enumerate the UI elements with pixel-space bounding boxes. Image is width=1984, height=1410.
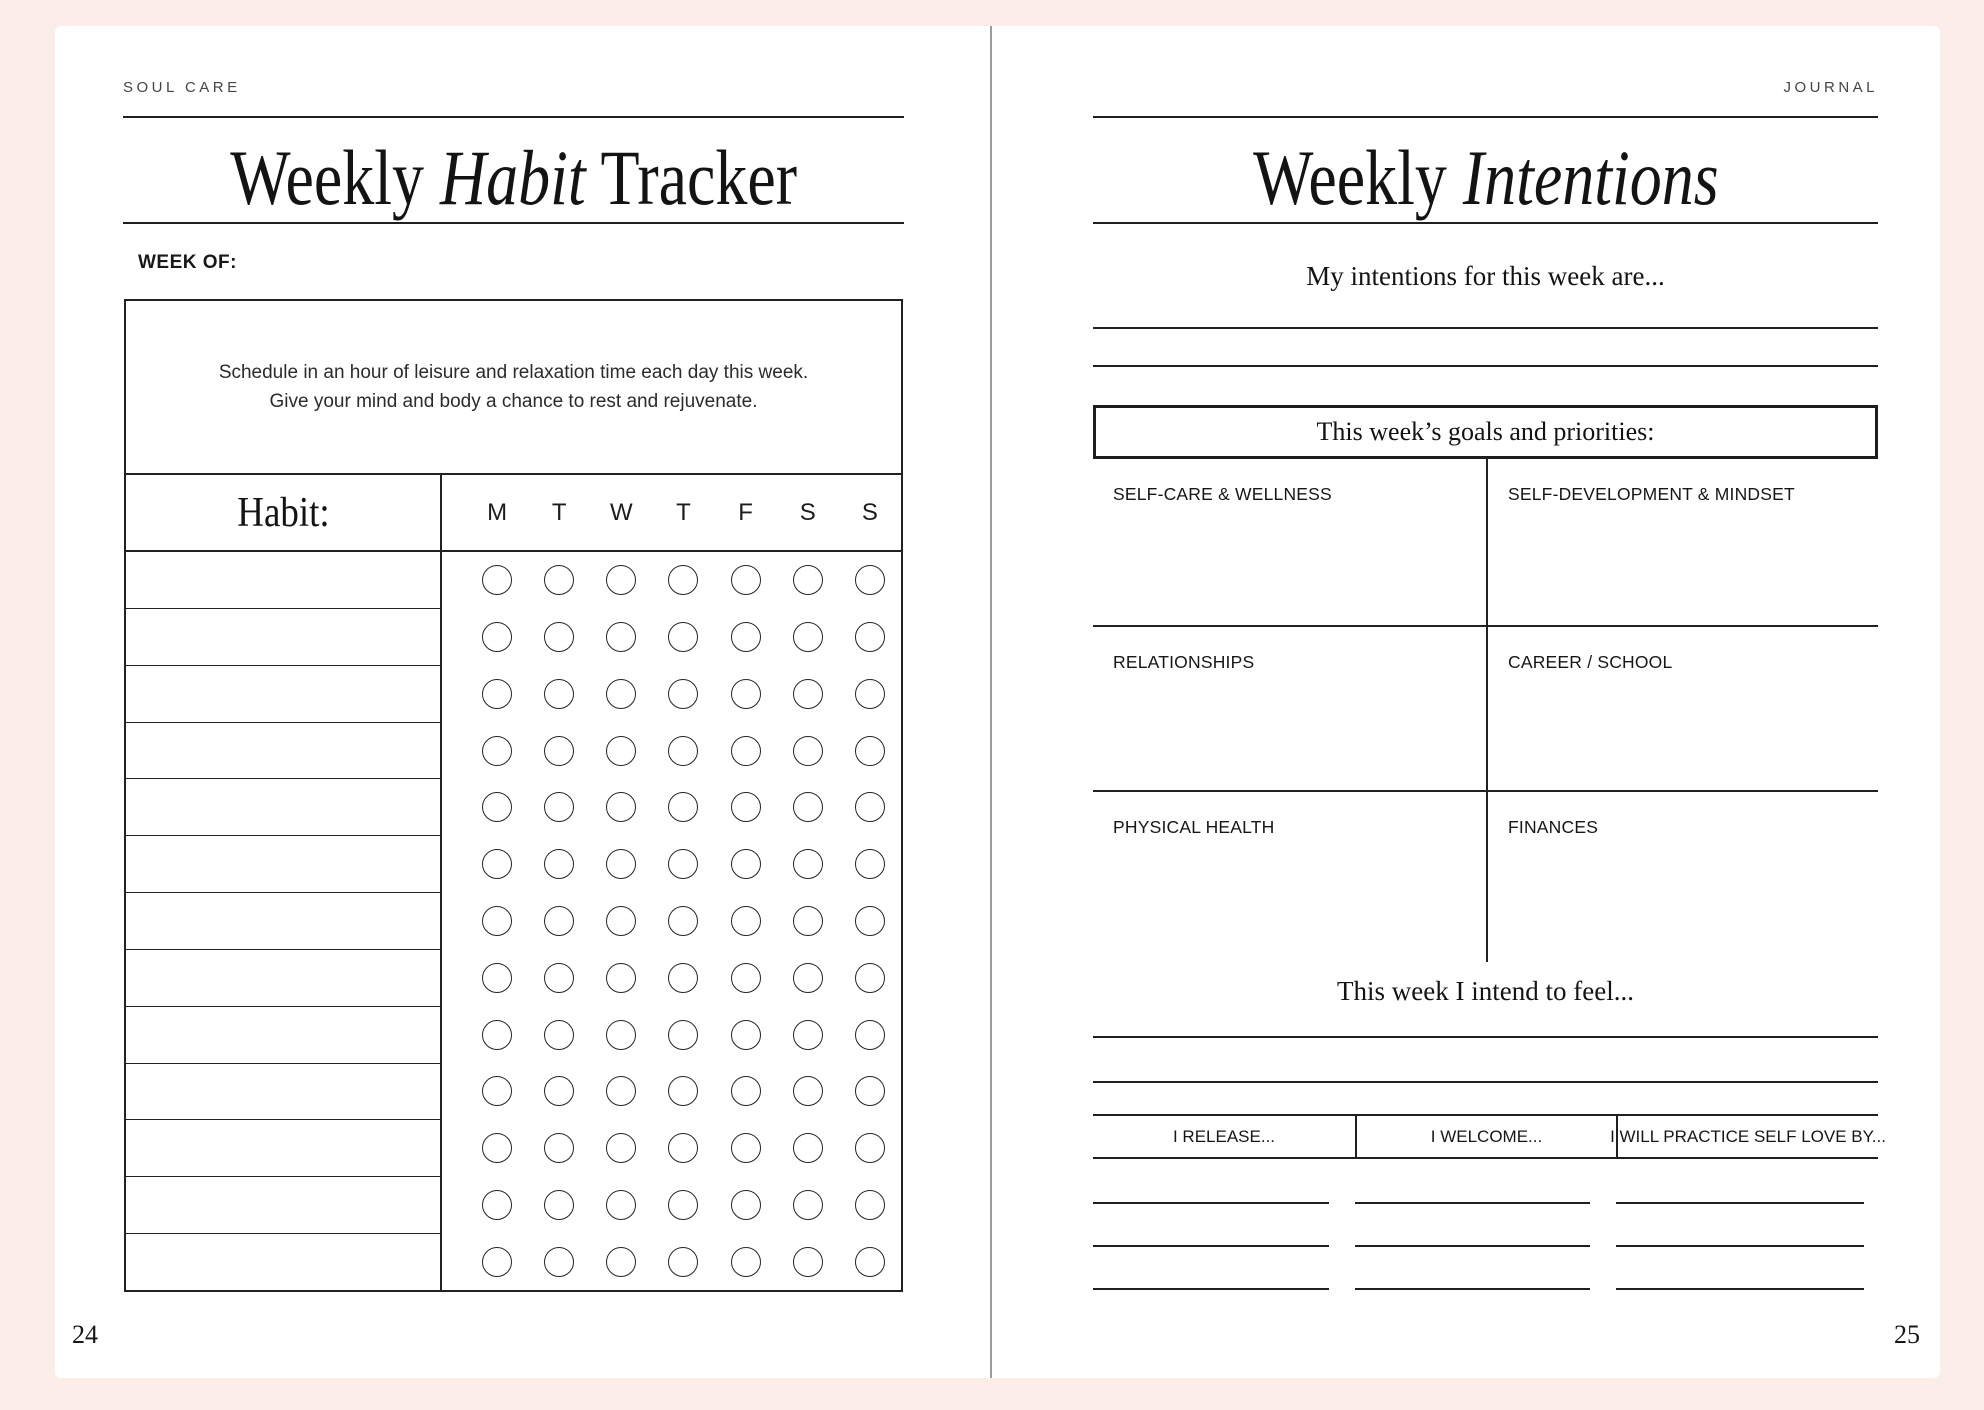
right-title-italic: Intentions bbox=[1462, 134, 1719, 221]
habit-day-circle[interactable] bbox=[544, 963, 574, 993]
habit-day-cell bbox=[466, 836, 528, 893]
habit-day-circle[interactable] bbox=[668, 849, 698, 879]
habit-day-cell bbox=[839, 1176, 901, 1233]
habit-day-cell bbox=[839, 609, 901, 666]
day-header-sat: S bbox=[799, 498, 816, 526]
release-column-header: I RELEASE... bbox=[1172, 1126, 1276, 1146]
habit-day-circle[interactable] bbox=[855, 963, 885, 993]
intentions-prompt: My intentions for this week are... bbox=[1306, 261, 1665, 291]
habit-day-circle[interactable] bbox=[544, 1190, 574, 1220]
habit-day-cell bbox=[777, 609, 839, 666]
habit-day-cell bbox=[652, 1063, 714, 1120]
habit-day-circle[interactable] bbox=[544, 792, 574, 822]
left-title-pre: Weekly bbox=[230, 134, 440, 221]
habit-circle-row bbox=[466, 893, 901, 950]
habit-day-cell bbox=[715, 1063, 777, 1120]
habit-day-cell bbox=[528, 949, 590, 1006]
habit-name-row[interactable] bbox=[126, 893, 440, 950]
goal-cell-finances[interactable] bbox=[1486, 792, 1878, 962]
self-love-column-header: I WILL PRACTICE SELF LOVE BY... bbox=[1616, 1116, 1878, 1157]
habit-day-circle[interactable] bbox=[793, 1020, 823, 1050]
habit-day-cell bbox=[590, 1063, 652, 1120]
habit-day-circle[interactable] bbox=[482, 1076, 512, 1106]
habit-day-circle[interactable] bbox=[482, 565, 512, 595]
habit-day-circle[interactable] bbox=[855, 1247, 885, 1277]
habit-day-circle[interactable] bbox=[731, 963, 761, 993]
habit-circle-row bbox=[466, 1006, 901, 1063]
habit-day-cell bbox=[839, 949, 901, 1006]
goals-title-box bbox=[1093, 405, 1878, 459]
habit-day-circle[interactable] bbox=[668, 906, 698, 936]
habit-day-circle[interactable] bbox=[606, 963, 636, 993]
habit-day-circle[interactable] bbox=[544, 679, 574, 709]
week-of-label: WEEK OF: bbox=[138, 252, 237, 273]
habit-day-circle[interactable] bbox=[482, 1133, 512, 1163]
habit-day-cell bbox=[715, 609, 777, 666]
habit-day-circle[interactable] bbox=[668, 1076, 698, 1106]
writing-line[interactable] bbox=[1093, 1288, 1329, 1290]
writing-line[interactable] bbox=[1093, 1036, 1878, 1038]
habit-day-cell bbox=[590, 552, 652, 609]
habit-day-cell bbox=[652, 552, 714, 609]
habit-circle-row bbox=[466, 836, 901, 893]
habit-day-circle[interactable] bbox=[544, 565, 574, 595]
habit-day-circle[interactable] bbox=[855, 792, 885, 822]
habit-table-body bbox=[126, 552, 901, 1290]
writing-line[interactable] bbox=[1616, 1288, 1864, 1290]
habit-day-cell bbox=[652, 779, 714, 836]
habit-day-cell bbox=[777, 1063, 839, 1120]
habit-day-cell bbox=[839, 836, 901, 893]
habit-day-cell bbox=[839, 552, 901, 609]
release-lines-column bbox=[1355, 1159, 1616, 1290]
goals-grid bbox=[1093, 459, 1878, 962]
habit-circle-row bbox=[466, 949, 901, 1006]
habit-name-row[interactable] bbox=[126, 1064, 440, 1121]
habit-day-cell bbox=[652, 1120, 714, 1177]
habit-day-circle[interactable] bbox=[793, 1247, 823, 1277]
habit-circle-row bbox=[466, 1233, 901, 1290]
release-lines-column bbox=[1616, 1159, 1878, 1290]
habit-day-cell bbox=[590, 1120, 652, 1177]
habit-day-circle[interactable] bbox=[668, 736, 698, 766]
habit-day-cell bbox=[652, 722, 714, 779]
habit-day-circle[interactable] bbox=[482, 622, 512, 652]
feel-prompt: This week I intend to feel... bbox=[1337, 976, 1634, 1006]
habit-day-cell bbox=[715, 1006, 777, 1063]
habit-day-circle[interactable] bbox=[793, 565, 823, 595]
goal-category-label: SELF-CARE & WELLNESS bbox=[1113, 484, 1332, 504]
habit-day-cell bbox=[528, 666, 590, 723]
writing-line[interactable] bbox=[1093, 1202, 1329, 1204]
habit-day-circle[interactable] bbox=[482, 736, 512, 766]
habit-day-circle[interactable] bbox=[606, 622, 636, 652]
habit-circle-grid bbox=[442, 552, 901, 1290]
right-page-title bbox=[1093, 130, 1878, 226]
writing-line[interactable] bbox=[1093, 365, 1878, 367]
goal-category-label: CAREER / SCHOOL bbox=[1508, 652, 1673, 672]
instruction-box bbox=[126, 301, 901, 475]
writing-line[interactable] bbox=[1093, 327, 1878, 329]
habit-day-cell bbox=[777, 552, 839, 609]
habit-day-circle[interactable] bbox=[668, 1020, 698, 1050]
day-header-thu: T bbox=[676, 498, 691, 526]
habit-day-circle[interactable] bbox=[855, 1076, 885, 1106]
habit-day-circle[interactable] bbox=[606, 1247, 636, 1277]
habit-day-circle[interactable] bbox=[731, 849, 761, 879]
goal-cell-physical-health[interactable] bbox=[1093, 792, 1486, 962]
habit-day-cell bbox=[715, 722, 777, 779]
habit-day-circle[interactable] bbox=[668, 679, 698, 709]
habit-day-cell bbox=[839, 1120, 901, 1177]
habit-day-cell bbox=[777, 1006, 839, 1063]
habit-day-circle[interactable] bbox=[731, 1247, 761, 1277]
habit-day-cell bbox=[715, 949, 777, 1006]
habit-circle-row bbox=[466, 722, 901, 779]
habit-column-header bbox=[126, 475, 442, 550]
habit-day-circle[interactable] bbox=[544, 622, 574, 652]
habit-day-cell bbox=[590, 1006, 652, 1063]
release-lines-column bbox=[1093, 1159, 1355, 1290]
habit-day-circle[interactable] bbox=[855, 679, 885, 709]
habit-name-row[interactable] bbox=[126, 779, 440, 836]
habit-day-cell bbox=[528, 893, 590, 950]
habit-day-circle[interactable] bbox=[793, 1190, 823, 1220]
habit-name-row[interactable] bbox=[126, 666, 440, 723]
habit-day-circle[interactable] bbox=[482, 1020, 512, 1050]
habit-day-circle[interactable] bbox=[606, 1133, 636, 1163]
habit-day-circle[interactable] bbox=[855, 906, 885, 936]
habit-day-cell bbox=[590, 949, 652, 1006]
habit-day-circle[interactable] bbox=[855, 1020, 885, 1050]
habit-day-circle[interactable] bbox=[731, 1190, 761, 1220]
habit-day-cell bbox=[715, 893, 777, 950]
release-table-lines bbox=[1093, 1159, 1878, 1290]
habit-day-cell bbox=[839, 893, 901, 950]
left-page-number: 24 bbox=[72, 1320, 98, 1349]
habit-day-cell bbox=[590, 666, 652, 723]
left-page-title bbox=[123, 130, 904, 226]
habit-day-circle[interactable] bbox=[731, 1020, 761, 1050]
habit-day-cell bbox=[839, 1006, 901, 1063]
writing-line[interactable] bbox=[1616, 1202, 1864, 1204]
habit-day-cell bbox=[839, 779, 901, 836]
habit-name-row[interactable] bbox=[126, 1120, 440, 1177]
habit-day-cell bbox=[466, 1006, 528, 1063]
goal-cell-self-development[interactable] bbox=[1486, 459, 1878, 627]
habit-day-cell bbox=[652, 893, 714, 950]
habit-day-cell bbox=[715, 1120, 777, 1177]
habit-day-circle[interactable] bbox=[731, 1076, 761, 1106]
habit-day-circle[interactable] bbox=[482, 792, 512, 822]
habit-day-cell bbox=[652, 666, 714, 723]
right-page-number: 25 bbox=[1894, 1320, 1920, 1349]
instruction-line-2: Give your mind and body a chance to rest and rejuvenate. bbox=[269, 391, 758, 412]
left-brand-label: SOUL CARE bbox=[123, 79, 241, 96]
habit-name-row[interactable] bbox=[126, 1007, 440, 1064]
habit-day-circle[interactable] bbox=[544, 849, 574, 879]
habit-day-cell bbox=[466, 1120, 528, 1177]
release-table-header bbox=[1093, 1114, 1886, 1159]
welcome-column-header: I WELCOME... bbox=[1355, 1116, 1616, 1157]
habit-day-cell bbox=[715, 1233, 777, 1290]
habit-day-circle[interactable] bbox=[793, 679, 823, 709]
habit-day-circle[interactable] bbox=[606, 1190, 636, 1220]
habit-day-circle[interactable] bbox=[731, 906, 761, 936]
habit-day-circle[interactable] bbox=[606, 792, 636, 822]
habit-day-circle[interactable] bbox=[855, 622, 885, 652]
habit-day-circle[interactable] bbox=[482, 1247, 512, 1277]
habit-day-circle[interactable] bbox=[606, 849, 636, 879]
habit-day-cell bbox=[590, 836, 652, 893]
habit-day-cell bbox=[590, 722, 652, 779]
habit-day-circle[interactable] bbox=[668, 792, 698, 822]
writing-line[interactable] bbox=[1355, 1245, 1590, 1247]
habit-day-circle[interactable] bbox=[793, 736, 823, 766]
right-title-rule bbox=[1093, 222, 1878, 224]
habit-day-circle[interactable] bbox=[668, 565, 698, 595]
habit-day-circle[interactable] bbox=[668, 1190, 698, 1220]
writing-line[interactable] bbox=[1093, 1245, 1329, 1247]
day-header-wed: W bbox=[610, 498, 633, 526]
goals-title: This week’s goals and priorities: bbox=[1316, 417, 1655, 446]
habit-name-row[interactable] bbox=[126, 1234, 440, 1290]
habit-day-circle[interactable] bbox=[606, 906, 636, 936]
habit-name-row[interactable] bbox=[126, 723, 440, 780]
habit-day-cell bbox=[466, 1063, 528, 1120]
habit-day-circle[interactable] bbox=[855, 736, 885, 766]
goal-category-label: PHYSICAL HEALTH bbox=[1113, 817, 1275, 837]
habit-day-circle[interactable] bbox=[731, 736, 761, 766]
habit-day-circle[interactable] bbox=[855, 565, 885, 595]
writing-line[interactable] bbox=[1355, 1288, 1590, 1290]
habit-day-circle[interactable] bbox=[668, 622, 698, 652]
habit-day-cell bbox=[839, 1233, 901, 1290]
habit-day-cell bbox=[528, 609, 590, 666]
habit-day-cell bbox=[466, 552, 528, 609]
habit-day-cell bbox=[528, 1176, 590, 1233]
habit-day-circle[interactable] bbox=[482, 906, 512, 936]
habit-day-circle[interactable] bbox=[606, 565, 636, 595]
left-title-rule bbox=[123, 222, 904, 224]
habit-circle-row bbox=[466, 609, 901, 666]
habit-day-circle[interactable] bbox=[482, 679, 512, 709]
left-title-italic: Habit bbox=[439, 134, 586, 221]
habit-day-cell bbox=[466, 609, 528, 666]
habit-day-cell bbox=[528, 1006, 590, 1063]
habit-day-cell bbox=[777, 722, 839, 779]
habit-day-circle[interactable] bbox=[731, 679, 761, 709]
habit-day-cell bbox=[590, 609, 652, 666]
habit-name-row[interactable] bbox=[126, 609, 440, 666]
habit-table bbox=[124, 299, 903, 1292]
habit-day-cell bbox=[590, 1233, 652, 1290]
goal-category-label: RELATIONSHIPS bbox=[1113, 652, 1255, 672]
habit-name-row[interactable] bbox=[126, 950, 440, 1007]
habit-day-circle[interactable] bbox=[793, 1133, 823, 1163]
habit-day-circle[interactable] bbox=[482, 963, 512, 993]
habit-day-circle[interactable] bbox=[731, 622, 761, 652]
writing-line[interactable] bbox=[1093, 1081, 1878, 1083]
habit-day-cell bbox=[528, 779, 590, 836]
habit-day-cell bbox=[652, 836, 714, 893]
right-title-pre: Weekly bbox=[1252, 134, 1463, 221]
habit-day-circle[interactable] bbox=[793, 792, 823, 822]
habit-day-cell bbox=[777, 949, 839, 1006]
habit-day-circle[interactable] bbox=[855, 849, 885, 879]
journal-card bbox=[55, 26, 1940, 1378]
habit-day-cell bbox=[652, 949, 714, 1006]
habit-day-cell bbox=[777, 1120, 839, 1177]
habit-day-circle[interactable] bbox=[606, 679, 636, 709]
habit-header-label: Habit: bbox=[236, 489, 330, 536]
right-brand-label: JOURNAL bbox=[1783, 79, 1878, 96]
habit-day-cell bbox=[715, 552, 777, 609]
habit-day-circle[interactable] bbox=[544, 1076, 574, 1106]
habit-day-circle[interactable] bbox=[482, 1190, 512, 1220]
habit-name-row[interactable] bbox=[126, 1177, 440, 1234]
habit-day-cell bbox=[528, 1233, 590, 1290]
habit-circle-row bbox=[466, 666, 901, 723]
habit-day-circle[interactable] bbox=[544, 906, 574, 936]
habit-day-cell bbox=[652, 609, 714, 666]
habit-day-cell bbox=[466, 666, 528, 723]
day-headers bbox=[442, 475, 901, 550]
habit-day-circle[interactable] bbox=[793, 622, 823, 652]
habit-day-cell bbox=[590, 893, 652, 950]
day-header-fri: F bbox=[738, 498, 753, 526]
habit-day-cell bbox=[777, 1176, 839, 1233]
instruction-line-1: Schedule in an hour of leisure and relaxation time each day this week. bbox=[218, 362, 809, 383]
habit-day-cell bbox=[466, 722, 528, 779]
habit-name-column bbox=[126, 552, 442, 1290]
habit-circle-row bbox=[466, 779, 901, 836]
habit-day-cell bbox=[839, 1063, 901, 1120]
habit-day-circle[interactable] bbox=[668, 963, 698, 993]
writing-line[interactable] bbox=[1355, 1202, 1590, 1204]
habit-day-cell bbox=[777, 836, 839, 893]
habit-day-cell bbox=[715, 1176, 777, 1233]
habit-day-cell bbox=[528, 552, 590, 609]
habit-day-circle[interactable] bbox=[668, 1247, 698, 1277]
habit-day-circle[interactable] bbox=[855, 1190, 885, 1220]
habit-day-cell bbox=[777, 893, 839, 950]
habit-day-cell bbox=[466, 1233, 528, 1290]
habit-day-circle[interactable] bbox=[544, 1133, 574, 1163]
habit-circle-row bbox=[466, 1120, 901, 1177]
habit-day-cell bbox=[466, 893, 528, 950]
habit-day-cell bbox=[777, 779, 839, 836]
habit-day-circle[interactable] bbox=[668, 1133, 698, 1163]
habit-day-circle[interactable] bbox=[731, 1133, 761, 1163]
day-header-mon: M bbox=[487, 498, 508, 526]
habit-day-cell bbox=[652, 1233, 714, 1290]
habit-day-circle[interactable] bbox=[606, 736, 636, 766]
habit-name-row[interactable] bbox=[126, 552, 440, 609]
habit-day-circle[interactable] bbox=[544, 736, 574, 766]
goal-cell-self-care[interactable] bbox=[1093, 459, 1486, 627]
page-spine-divider bbox=[990, 26, 992, 1378]
day-header-tue: T bbox=[551, 498, 567, 526]
habit-circle-row bbox=[466, 552, 901, 609]
habit-day-circle[interactable] bbox=[544, 1247, 574, 1277]
habit-day-cell bbox=[839, 666, 901, 723]
habit-day-circle[interactable] bbox=[544, 1020, 574, 1050]
habit-day-cell bbox=[528, 1063, 590, 1120]
habit-day-cell bbox=[777, 1233, 839, 1290]
habit-name-row[interactable] bbox=[126, 836, 440, 893]
habit-day-cell bbox=[466, 949, 528, 1006]
habit-day-circle[interactable] bbox=[606, 1076, 636, 1106]
writing-line[interactable] bbox=[1616, 1245, 1864, 1247]
habit-day-circle[interactable] bbox=[855, 1133, 885, 1163]
habit-day-cell bbox=[777, 666, 839, 723]
habit-day-circle[interactable] bbox=[793, 1076, 823, 1106]
habit-day-circle[interactable] bbox=[606, 1020, 636, 1050]
habit-day-cell bbox=[590, 779, 652, 836]
habit-day-cell bbox=[528, 1120, 590, 1177]
habit-circle-row bbox=[466, 1063, 901, 1120]
left-title-post: Tracker bbox=[585, 134, 797, 221]
habit-day-circle[interactable] bbox=[731, 565, 761, 595]
goal-cell-career-school[interactable] bbox=[1486, 627, 1878, 792]
goal-category-label: FINANCES bbox=[1508, 817, 1599, 837]
habit-day-circle[interactable] bbox=[793, 849, 823, 879]
day-header-sun: S bbox=[861, 498, 878, 526]
habit-day-cell bbox=[466, 1176, 528, 1233]
right-header-rule bbox=[1093, 116, 1878, 118]
habit-day-circle[interactable] bbox=[731, 792, 761, 822]
habit-day-cell bbox=[466, 779, 528, 836]
habit-day-cell bbox=[652, 1176, 714, 1233]
habit-circle-row bbox=[466, 1176, 901, 1233]
left-header-rule bbox=[123, 116, 904, 118]
habit-table-header bbox=[126, 475, 901, 552]
habit-day-cell bbox=[590, 1176, 652, 1233]
goal-cell-relationships[interactable] bbox=[1093, 627, 1486, 792]
goal-category-label: SELF-DEVELOPMENT & MINDSET bbox=[1508, 484, 1795, 504]
habit-day-cell bbox=[715, 836, 777, 893]
habit-day-cell bbox=[652, 1006, 714, 1063]
habit-day-circle[interactable] bbox=[482, 849, 512, 879]
habit-day-cell bbox=[715, 779, 777, 836]
habit-day-circle[interactable] bbox=[793, 906, 823, 936]
habit-day-cell bbox=[528, 722, 590, 779]
habit-day-cell bbox=[715, 666, 777, 723]
habit-day-circle[interactable] bbox=[793, 963, 823, 993]
habit-day-cell bbox=[528, 836, 590, 893]
habit-day-cell bbox=[839, 722, 901, 779]
